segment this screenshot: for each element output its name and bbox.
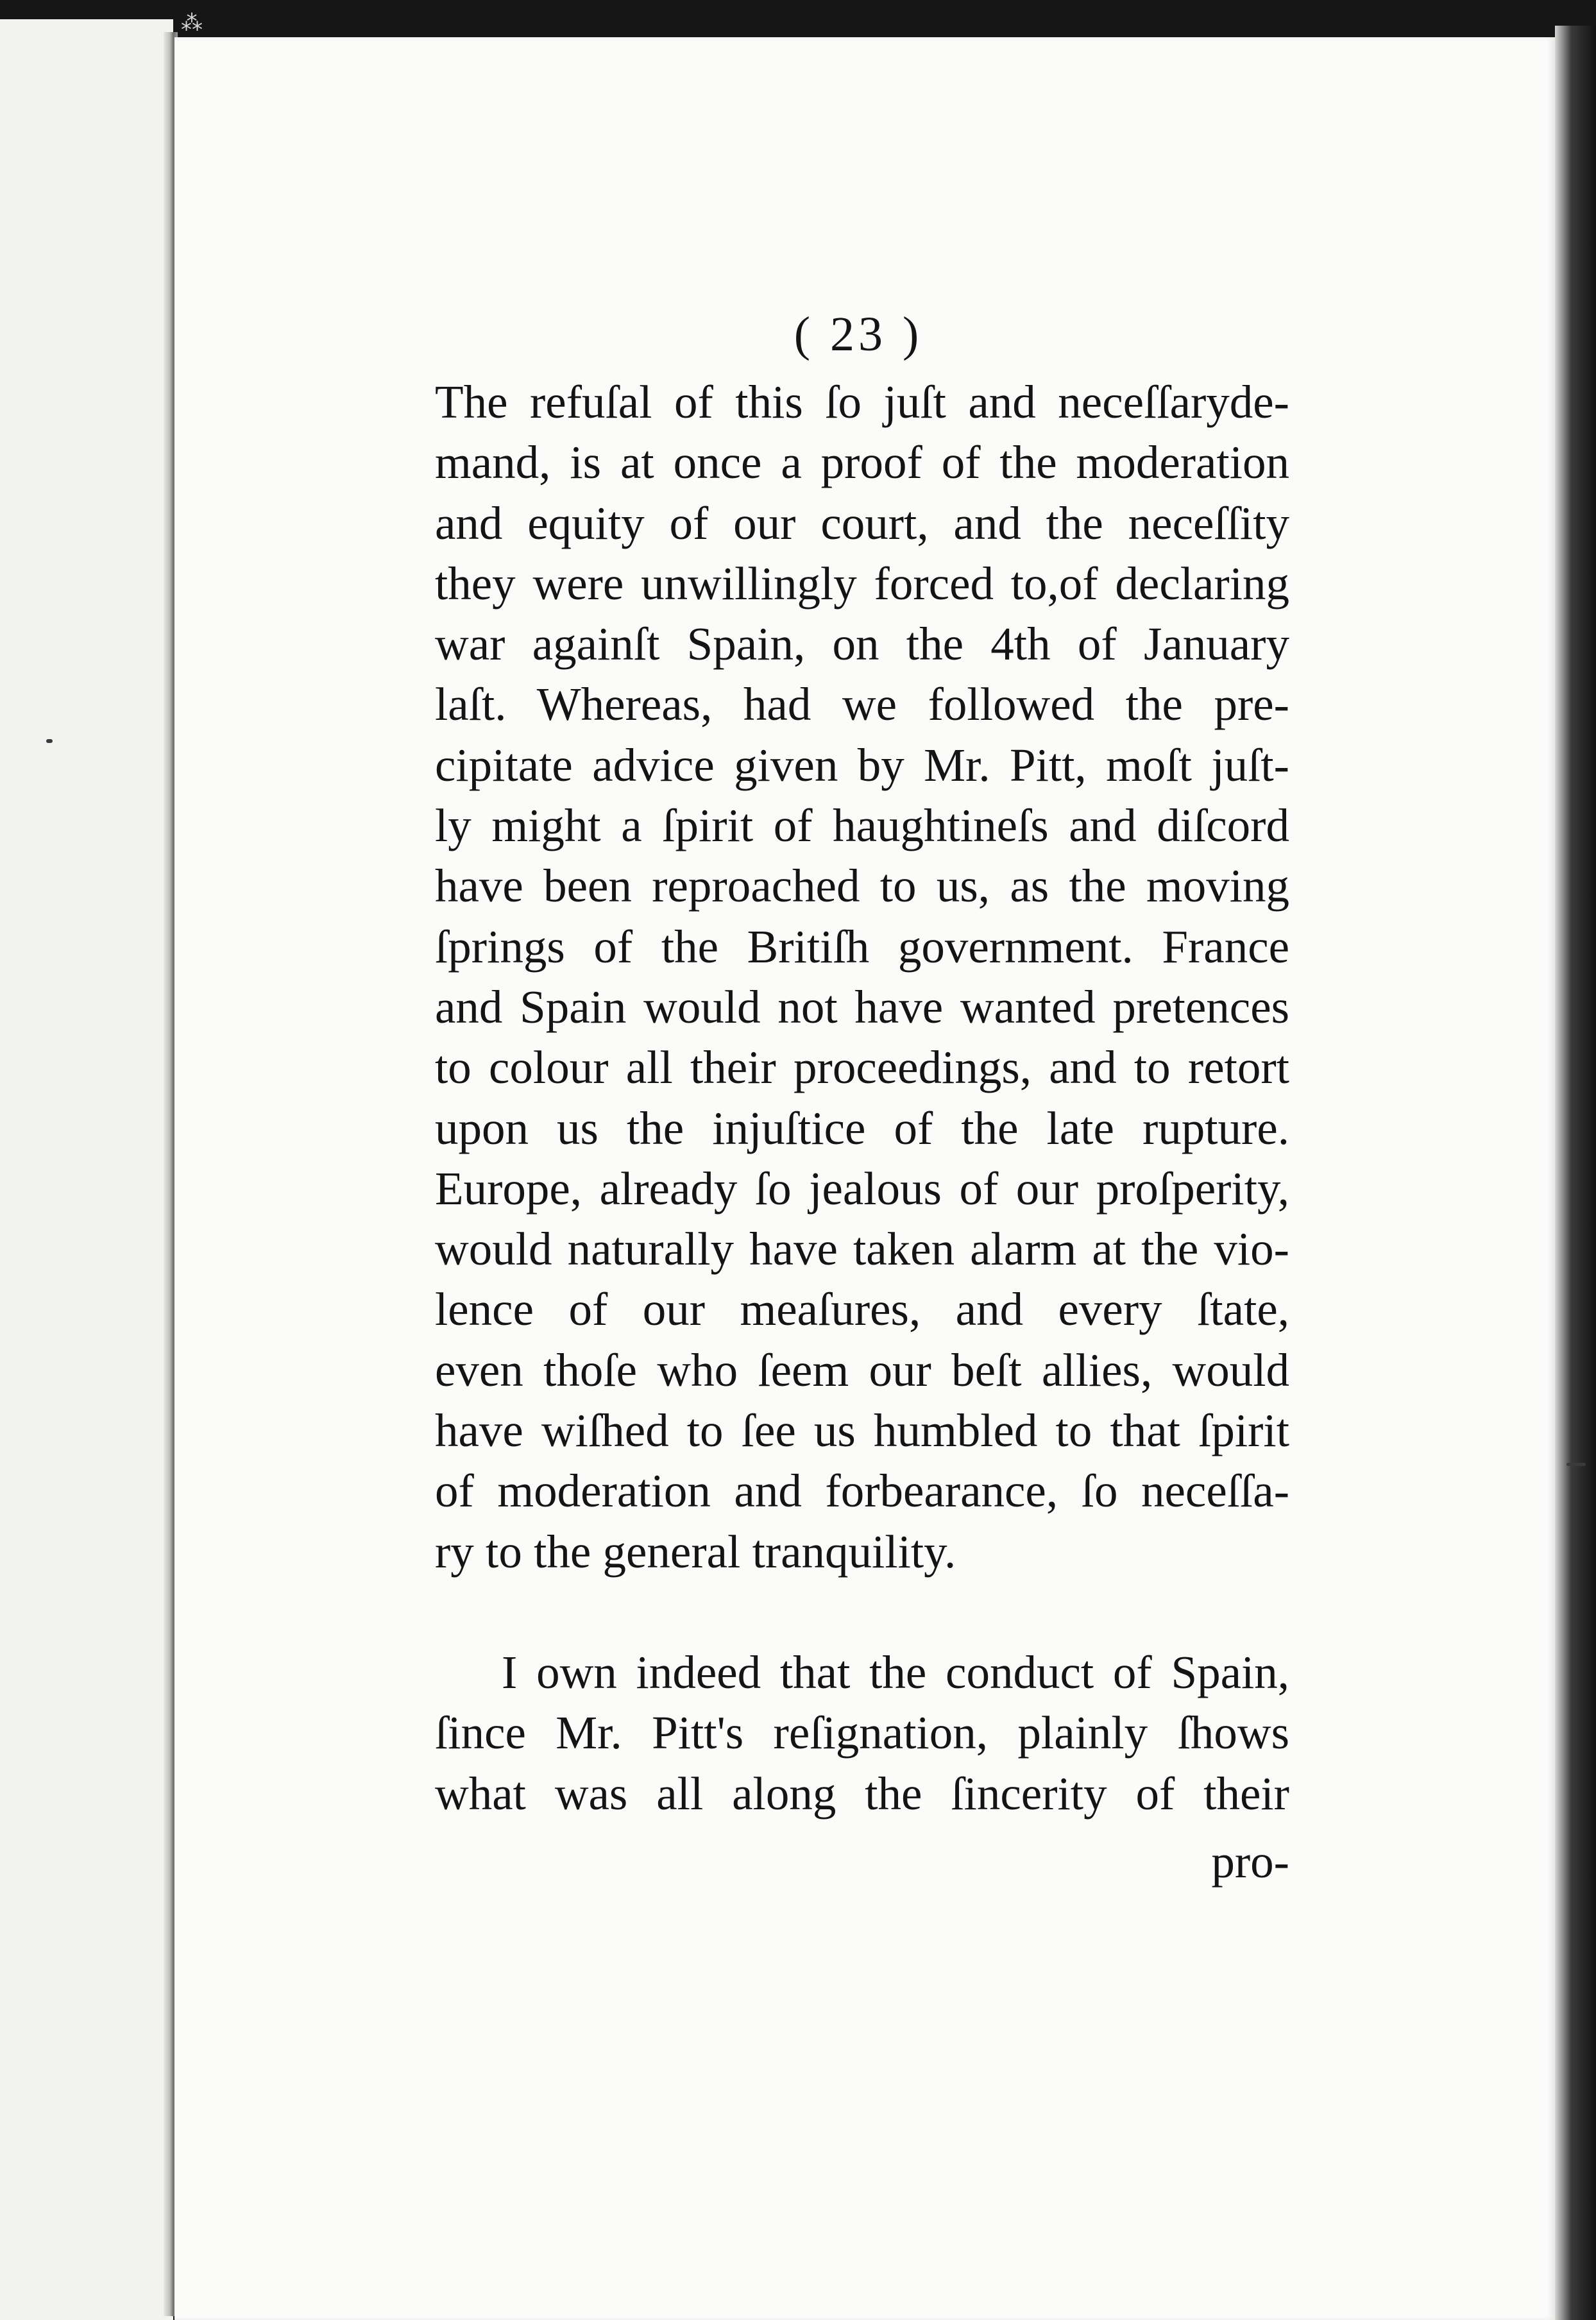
ink-speck — [1566, 1463, 1586, 1466]
text-line: ſince Mr. Pitt's reſignation, plainly ſhows — [435, 1707, 1289, 1759]
text-line: laſt. Whereas, had we followed the pre- — [435, 678, 1289, 731]
text-line: mand, is at once a proof of the moderation — [435, 436, 1289, 489]
text-line: I own indeed that the conduct of Spain, — [502, 1646, 1289, 1698]
paragraph-gap — [435, 1582, 1289, 1642]
text-line: and equity of our court, and the neceſſity — [435, 497, 1289, 549]
text-line: lence of our meaſures, and every ſtate, — [435, 1283, 1289, 1336]
text-line: and Spain would not have wanted pretences — [435, 980, 1289, 1033]
text-line: even thoſe who ſeem our beſt allies, would — [435, 1343, 1289, 1396]
text-line: they were unwillingly forced to,of declaring — [435, 557, 1289, 610]
page-number: ( 23 ) — [794, 307, 923, 361]
text-line: ry to the general tranquility. — [435, 1525, 956, 1578]
paragraph-1 — [435, 372, 1289, 1582]
text-line: Europe, already ſo jealous of our proſperity, — [435, 1162, 1289, 1215]
text-line: cipitate advice given by Mr. Pitt, moſt juſt- — [435, 738, 1289, 791]
text-line: of moderation and forbearance, ſo neceſſa- — [435, 1465, 1289, 1517]
text-line: have wiſhed to ſee us humbled to that ſpirit — [435, 1404, 1289, 1457]
text-line: have been reproached to us, as the moving — [435, 860, 1289, 912]
text-line: to colour all their proceedings, and to retort — [435, 1041, 1289, 1094]
text-line: war againſt Spain, on the 4th of January — [435, 618, 1289, 670]
text-line: The refuſal of this ſo juſt and neceſſaryde- — [435, 376, 1289, 428]
ink-speck — [46, 739, 53, 743]
library-stamp-mark: ⁂ — [181, 10, 203, 36]
text-line: ly might a ſpirit of haughtineſs and diſcord — [435, 799, 1289, 852]
text-line: would naturally have taken alarm at the vio- — [435, 1223, 1289, 1275]
text-line: upon us the injuſtice of the late rupture. — [435, 1102, 1289, 1154]
text-line: what was all along the ſincerity of their — [435, 1767, 1289, 1820]
paragraph-2 — [435, 1642, 1289, 1824]
text-line: ſprings of the Britiſh government. France — [435, 920, 1289, 973]
right-page-edge — [1555, 26, 1596, 2320]
catchword: pro- — [1211, 1836, 1289, 1888]
left-page-edge — [0, 19, 173, 2320]
body-text — [435, 372, 1289, 1824]
